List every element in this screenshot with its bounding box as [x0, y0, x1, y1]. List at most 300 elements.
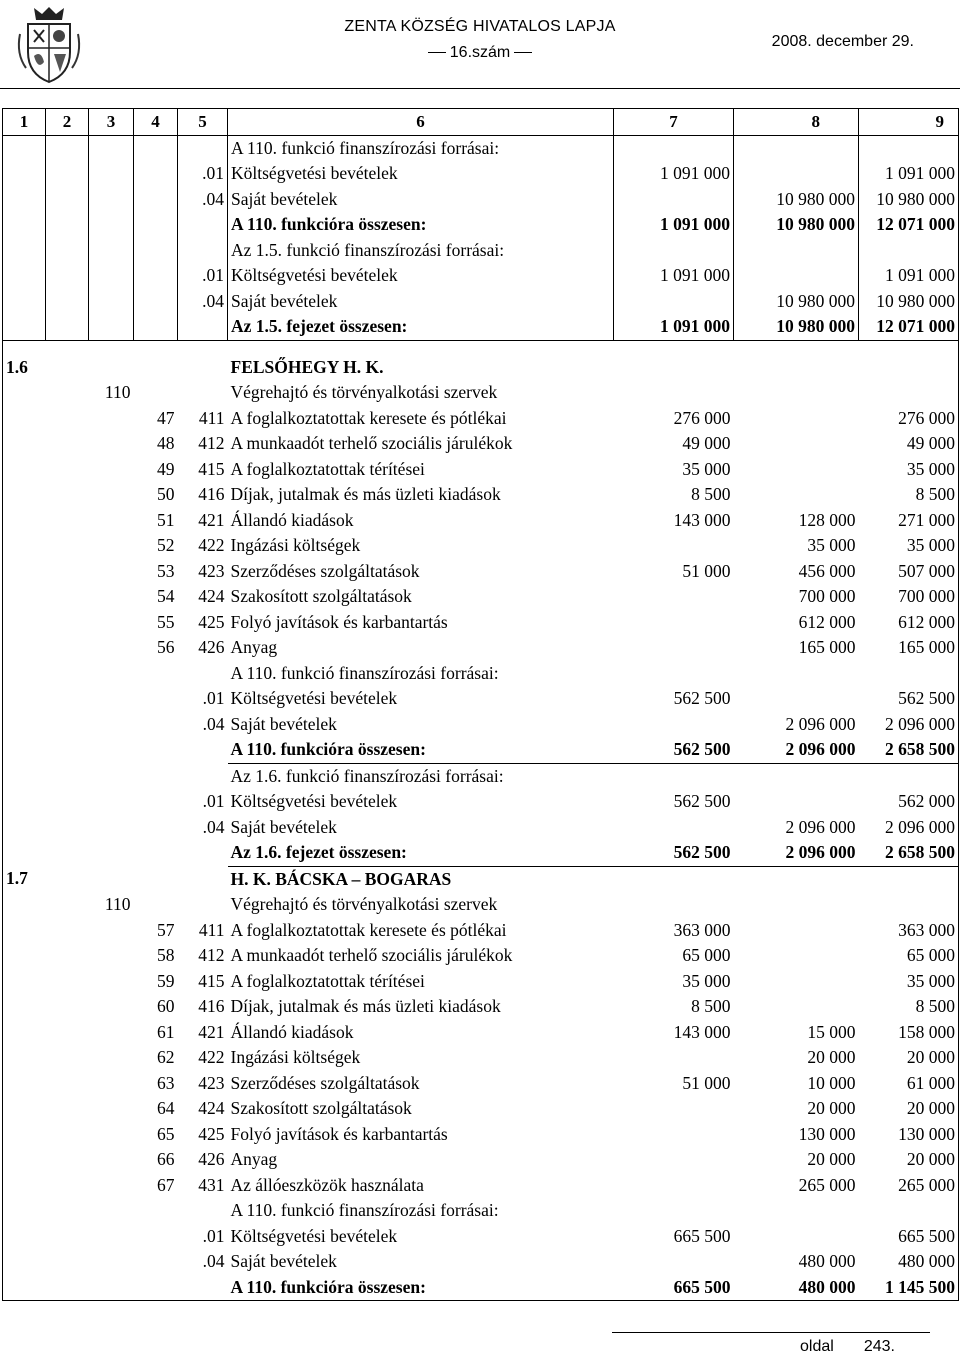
- table-row: [3, 314, 959, 340]
- sub-code: [46, 943, 89, 969]
- amount-total: 10 980 000: [859, 187, 959, 213]
- account-code: [178, 212, 228, 238]
- position-number: 53: [157, 560, 175, 581]
- column-header: 6: [228, 109, 614, 136]
- amount-own: 612 000: [798, 611, 856, 632]
- position-number: [134, 892, 178, 918]
- section-code: [3, 314, 46, 340]
- position-number: [134, 355, 178, 381]
- function-code: [89, 943, 134, 969]
- amount-budget: 35 000: [682, 458, 731, 479]
- column-header: 4: [134, 109, 178, 136]
- function-code: [89, 610, 134, 636]
- table-row: [3, 508, 959, 534]
- table-row: [3, 763, 959, 789]
- description: A 110. funkció finanszírozási forrásai:: [230, 1200, 499, 1220]
- table-section-top: [3, 135, 959, 340]
- amount-total: 2 658 500: [859, 840, 959, 866]
- position-number: [134, 263, 178, 289]
- table-row: [3, 635, 959, 661]
- amount-total: [859, 238, 959, 264]
- amount-budget: 562 500: [673, 688, 731, 708]
- description: Költségvetési bevételek: [230, 791, 398, 811]
- section-code: [3, 533, 46, 559]
- description: Szerződéses szolgáltatások: [230, 560, 420, 581]
- sub-code: [46, 1224, 89, 1250]
- amount-total: 130 000: [859, 1122, 959, 1148]
- function-code: [89, 1045, 134, 1071]
- amount-total: [859, 1198, 959, 1224]
- amount-total: 8 500: [859, 482, 959, 508]
- amount-budget: [614, 1173, 734, 1199]
- publication-title: ZENTA KÖZSÉG HIVATALOS LAPJA: [344, 18, 616, 35]
- sub-code: [46, 508, 89, 534]
- section-code: [3, 994, 46, 1020]
- amount-own: 10 980 000: [734, 187, 859, 213]
- section-code: 1.6: [3, 355, 46, 381]
- section-code: [3, 238, 46, 264]
- section-code: [3, 892, 46, 918]
- position-number: 55: [157, 611, 175, 632]
- amount-total: 61 000: [859, 1071, 959, 1097]
- amount-own: 2 096 000: [785, 713, 856, 734]
- table-row: [3, 238, 959, 264]
- account-code: 423: [198, 1072, 225, 1093]
- position-number: [134, 340, 178, 355]
- amount-own: 35 000: [807, 535, 856, 555]
- amount-total: 665 500: [859, 1224, 959, 1250]
- table-section-main: [3, 340, 959, 1301]
- amount-budget: 143 000: [673, 1021, 731, 1042]
- amount-own: [734, 380, 859, 406]
- amount-own: [734, 1198, 859, 1224]
- account-code: [178, 355, 228, 381]
- function-code: [89, 1275, 134, 1301]
- section-code: [3, 1275, 46, 1301]
- account-code: .04: [202, 816, 225, 837]
- sub-code: [46, 1147, 89, 1173]
- section-code: [3, 1020, 46, 1046]
- function-code: [89, 1071, 134, 1097]
- amount-own: [734, 482, 859, 508]
- function-code: [89, 866, 134, 892]
- account-code: [178, 661, 228, 687]
- amount-budget: [614, 289, 734, 315]
- amount-budget: [614, 815, 734, 841]
- amount-own: [734, 355, 859, 381]
- account-code: .01: [178, 161, 228, 187]
- table-row: [3, 1249, 959, 1275]
- sub-code: [46, 1071, 89, 1097]
- account-code: .01: [202, 791, 225, 811]
- section-code: [3, 1224, 46, 1250]
- amount-total: 12 071 000: [859, 314, 959, 340]
- amount-own: 130 000: [798, 1123, 856, 1144]
- section-code: [3, 482, 46, 508]
- table-row: [3, 187, 959, 213]
- position-number: 61: [157, 1021, 175, 1042]
- table-row: [3, 866, 959, 892]
- sub-code: [46, 866, 89, 892]
- account-code: .01: [202, 688, 225, 708]
- description: Anyag: [230, 637, 278, 657]
- function-code: [89, 1173, 134, 1199]
- sub-code: [46, 482, 89, 508]
- description: Ingázási költségek: [230, 535, 361, 555]
- amount-budget: [614, 135, 734, 161]
- sub-code: [46, 457, 89, 483]
- description: Az 1.5. fejezet összesen:: [228, 314, 614, 340]
- section-code: [3, 686, 46, 712]
- description: Saját bevételek: [228, 289, 614, 315]
- amount-total: 2 096 000: [859, 815, 959, 841]
- position-number: [134, 1275, 178, 1301]
- account-code: [178, 135, 228, 161]
- sub-code: [46, 994, 89, 1020]
- amount-own: [734, 161, 859, 187]
- amount-own: 20 000: [807, 1098, 856, 1118]
- function-code: [89, 340, 134, 355]
- function-code: [89, 994, 134, 1020]
- amount-budget: [614, 533, 734, 559]
- function-code: 110: [104, 382, 131, 402]
- function-code: [89, 1122, 134, 1148]
- section-code: [3, 661, 46, 687]
- description: Végrehajtó és törvényalkotási szervek: [230, 894, 498, 914]
- position-number: [134, 737, 178, 763]
- amount-total: 562 000: [859, 789, 959, 815]
- description: H. K. BÁCSKA – BOGARAS: [230, 868, 452, 889]
- amount-total: 8 500: [859, 994, 959, 1020]
- function-code: [89, 763, 134, 789]
- publication-date: 2008. december 29.: [771, 33, 914, 50]
- amount-own: 10 980 000: [734, 289, 859, 315]
- sub-code: [46, 533, 89, 559]
- section-code: [3, 1173, 46, 1199]
- amount-total: 49 000: [859, 431, 959, 457]
- table-row: [3, 686, 959, 712]
- table-row: [3, 135, 959, 161]
- amount-budget: 665 500: [673, 1225, 731, 1246]
- description: Állandó kiadások: [230, 509, 354, 530]
- position-number: [134, 789, 178, 815]
- amount-total: 20 000: [859, 1096, 959, 1122]
- section-code: [3, 559, 46, 585]
- amount-budget: [614, 584, 734, 610]
- position-number: [134, 815, 178, 841]
- amount-total: 1 091 000: [859, 263, 959, 289]
- amount-budget: [614, 1147, 734, 1173]
- amount-total: 507 000: [859, 559, 959, 585]
- sub-code: [46, 380, 89, 406]
- amount-total: 10 980 000: [859, 289, 959, 315]
- table-row: [3, 610, 959, 636]
- description: A 110. funkció finanszírozási forrásai:: [228, 135, 614, 161]
- section-code: [3, 584, 46, 610]
- section-code: [3, 161, 46, 187]
- account-code: [178, 380, 228, 406]
- sub-code: [46, 892, 89, 918]
- table-row: [3, 661, 959, 687]
- amount-total: 612 000: [859, 610, 959, 636]
- position-number: 56: [157, 637, 175, 657]
- description: A munkaadót terhelő szociális járulékok: [230, 945, 513, 965]
- account-code: 412: [198, 945, 225, 965]
- function-code: [89, 1249, 134, 1275]
- section-code: [3, 969, 46, 995]
- section-code: [3, 212, 46, 238]
- amount-total: 20 000: [859, 1045, 959, 1071]
- amount-own: 480 000: [798, 1251, 856, 1271]
- account-code: 422: [198, 535, 225, 555]
- amount-total: [859, 661, 959, 687]
- position-number: [134, 866, 178, 892]
- description: Végrehajtó és törvényalkotási szervek: [230, 382, 498, 402]
- column-header: 7: [614, 109, 734, 136]
- amount-budget: [614, 763, 734, 789]
- sub-code: [46, 212, 89, 238]
- amount-budget: 1 091 000: [614, 161, 734, 187]
- position-number: 47: [157, 407, 175, 428]
- budget-table: [2, 108, 959, 1301]
- position-number: 51: [157, 509, 175, 530]
- amount-own: 480 000: [734, 1275, 859, 1301]
- position-number: [134, 238, 178, 264]
- section-code: [3, 1122, 46, 1148]
- account-code: [178, 340, 228, 355]
- sub-code: [46, 340, 89, 355]
- amount-total: 35 000: [859, 969, 959, 995]
- amount-total: [859, 763, 959, 789]
- amount-own: 456 000: [798, 560, 856, 581]
- function-code: [89, 1020, 134, 1046]
- table-row: [3, 737, 959, 763]
- section-code: [3, 187, 46, 213]
- amount-own: 165 000: [798, 637, 856, 657]
- position-number: [134, 661, 178, 687]
- sub-code: [46, 314, 89, 340]
- account-code: [178, 737, 228, 763]
- sub-code: [46, 737, 89, 763]
- sub-code: [46, 238, 89, 264]
- account-code: [178, 238, 228, 264]
- function-code: [89, 584, 134, 610]
- function-code: [89, 482, 134, 508]
- description: Az állóeszközök használata: [230, 1174, 424, 1195]
- amount-budget: 562 500: [673, 791, 731, 811]
- amount-budget: 562 500: [614, 737, 734, 763]
- section-code: [3, 508, 46, 534]
- amount-own: 20 000: [807, 1149, 856, 1169]
- function-code: [89, 212, 134, 238]
- amount-total: 2 096 000: [859, 712, 959, 738]
- column-header: 8: [734, 109, 859, 136]
- amount-total: 1 091 000: [859, 161, 959, 187]
- account-code: .04: [202, 713, 225, 734]
- amount-budget: [614, 661, 734, 687]
- section-code: [3, 1071, 46, 1097]
- amount-budget: 363 000: [673, 919, 731, 940]
- function-code: [89, 431, 134, 457]
- dash-left: [428, 52, 446, 53]
- amount-own: [734, 661, 859, 687]
- description: Költségvetési bevételek: [228, 161, 614, 187]
- position-number: [134, 1198, 178, 1224]
- description: A 110. funkcióra összesen:: [228, 737, 614, 763]
- description: A 110. funkció finanszírozási forrásai:: [230, 662, 499, 683]
- position-number: 50: [157, 484, 175, 504]
- account-code: 411: [198, 919, 225, 940]
- amount-total: 1 145 500: [859, 1275, 959, 1301]
- sub-code: [46, 289, 89, 315]
- section-code: [3, 763, 46, 789]
- position-number: 64: [157, 1098, 175, 1118]
- table-row: [3, 212, 959, 238]
- position-number: [134, 380, 178, 406]
- section-code: [3, 943, 46, 969]
- amount-own: [734, 969, 859, 995]
- account-code: [178, 866, 228, 892]
- table-row: [3, 789, 959, 815]
- description: Az 1.6. fejezet összesen:: [228, 840, 614, 866]
- table-row: [3, 431, 959, 457]
- function-code: [89, 187, 134, 213]
- function-code: [89, 457, 134, 483]
- function-code: [89, 635, 134, 661]
- function-code: [89, 533, 134, 559]
- sub-code: [46, 1122, 89, 1148]
- section-code: [3, 918, 46, 944]
- section-code: [3, 406, 46, 432]
- amount-own: [734, 789, 859, 815]
- account-code: .04: [202, 1251, 225, 1271]
- account-code: [178, 1275, 228, 1301]
- function-code: [89, 406, 134, 432]
- amount-own: [734, 892, 859, 918]
- table-row: [3, 840, 959, 866]
- table-row: [3, 263, 959, 289]
- amount-budget: [614, 187, 734, 213]
- section-code: [3, 1198, 46, 1224]
- amount-total: 562 500: [859, 686, 959, 712]
- position-number: [134, 1249, 178, 1275]
- account-code: 416: [198, 996, 225, 1016]
- function-code: [89, 559, 134, 585]
- function-code: [89, 815, 134, 841]
- position-number: [134, 840, 178, 866]
- amount-budget: 8 500: [691, 996, 731, 1016]
- sub-code: [46, 584, 89, 610]
- account-code: 415: [198, 970, 225, 991]
- sub-code: [46, 135, 89, 161]
- table-row: [3, 559, 959, 585]
- amount-total: 35 000: [859, 533, 959, 559]
- amount-budget: 8 500: [691, 484, 731, 504]
- amount-total: 276 000: [859, 406, 959, 432]
- column-header: 1: [3, 109, 46, 136]
- function-code: [89, 840, 134, 866]
- amount-total: [859, 866, 959, 892]
- account-code: 421: [198, 1021, 225, 1042]
- section-code: [3, 1045, 46, 1071]
- sub-code: [46, 1198, 89, 1224]
- function-code: [89, 314, 134, 340]
- amount-budget: 1 091 000: [614, 314, 734, 340]
- amount-budget: [614, 1122, 734, 1148]
- amount-total: [859, 135, 959, 161]
- amount-total: 12 071 000: [859, 212, 959, 238]
- amount-budget: [614, 610, 734, 636]
- function-code: [89, 1224, 134, 1250]
- account-code: 426: [198, 637, 225, 657]
- amount-total: [859, 892, 959, 918]
- amount-total: 271 000: [859, 508, 959, 534]
- amount-own: 10 980 000: [734, 314, 859, 340]
- position-number: 67: [157, 1174, 175, 1195]
- table-row: [3, 969, 959, 995]
- function-code: [89, 918, 134, 944]
- amount-budget: [614, 866, 734, 892]
- description: Szerződéses szolgáltatások: [230, 1072, 420, 1093]
- description: Az 1.6. funkció finanszírozási forrásai:: [230, 765, 504, 786]
- amount-total: 165 000: [859, 635, 959, 661]
- amount-own: 10 980 000: [734, 212, 859, 238]
- sub-code: [46, 1173, 89, 1199]
- sub-code: [46, 918, 89, 944]
- column-header: 3: [89, 109, 134, 136]
- issue-label: 16.szám: [449, 44, 511, 61]
- amount-own: 265 000: [798, 1174, 856, 1195]
- function-code: [89, 969, 134, 995]
- amount-budget: [614, 355, 734, 381]
- amount-total: [859, 355, 959, 381]
- table-row: [3, 1122, 959, 1148]
- position-number: [134, 712, 178, 738]
- amount-own: 15 000: [807, 1021, 856, 1042]
- sub-code: [46, 815, 89, 841]
- account-code: [178, 763, 228, 789]
- position-number: [134, 686, 178, 712]
- description: Saját bevételek: [230, 713, 337, 734]
- function-code: [89, 789, 134, 815]
- description: Folyó javítások és karbantartás: [230, 1123, 448, 1144]
- table-row: [3, 533, 959, 559]
- function-code: [89, 355, 134, 381]
- table-row: [3, 1020, 959, 1046]
- amount-own: [734, 238, 859, 264]
- amount-budget: [614, 892, 734, 918]
- position-number: 58: [157, 945, 175, 965]
- account-code: .01: [178, 263, 228, 289]
- amount-budget: [614, 1096, 734, 1122]
- account-code: 431: [198, 1174, 225, 1195]
- section-code: [3, 263, 46, 289]
- section-code: 1.7: [3, 866, 46, 892]
- column-header: 5: [178, 109, 228, 136]
- account-code: 425: [198, 611, 225, 632]
- amount-total: 700 000: [859, 584, 959, 610]
- position-number: [134, 135, 178, 161]
- section-code: [3, 1249, 46, 1275]
- amount-own: [734, 135, 859, 161]
- amount-total: 65 000: [859, 943, 959, 969]
- section-code: [3, 737, 46, 763]
- page-label: oldal: [800, 1338, 834, 1355]
- position-number: 57: [157, 919, 175, 940]
- footer-rule: [612, 1332, 930, 1333]
- amount-own: [734, 866, 859, 892]
- table-row: [3, 815, 959, 841]
